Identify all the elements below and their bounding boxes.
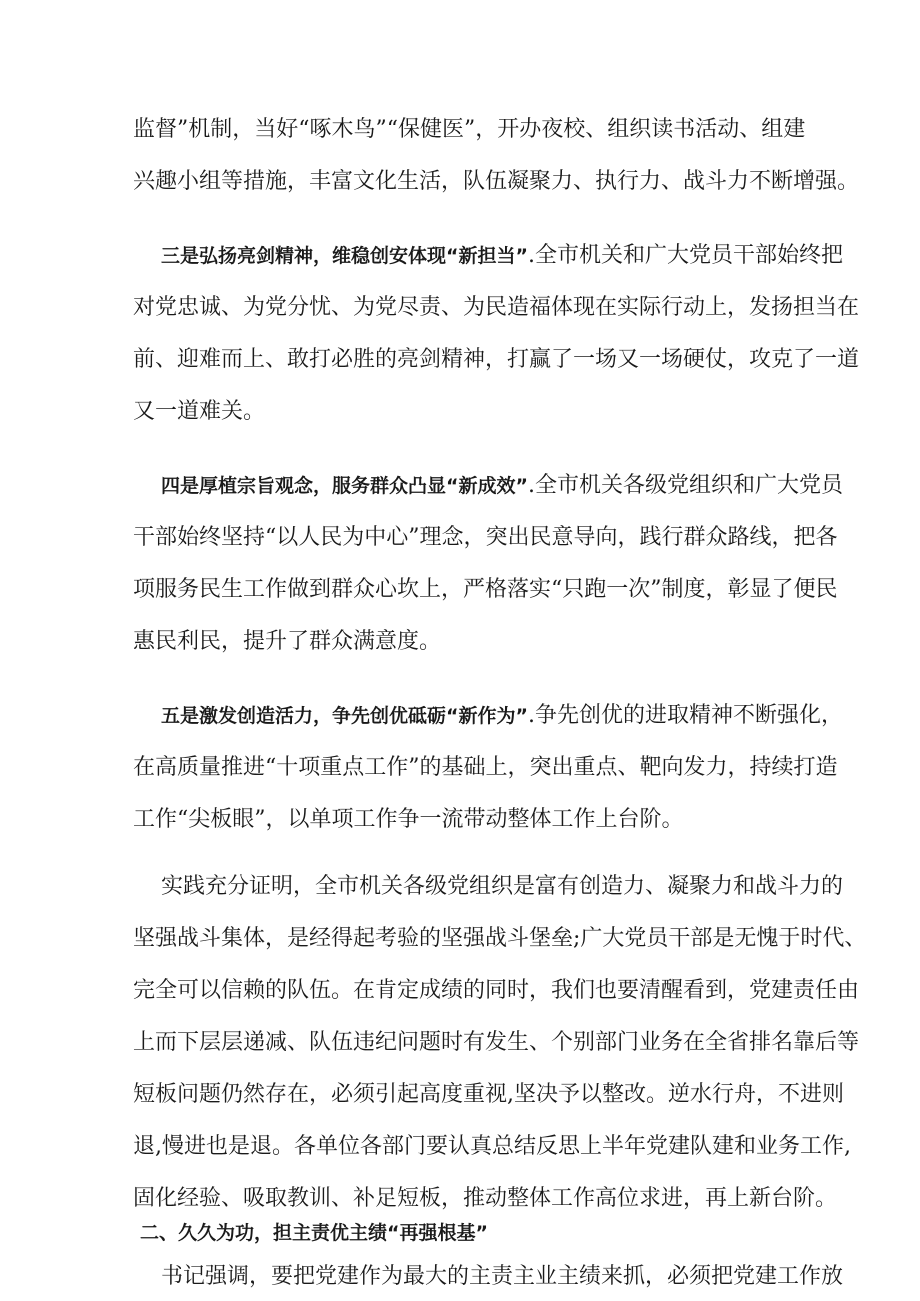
text-line: 前、迎难而上、敢打必胜的亮剑精神，打赢了一场又一场硬仗，攻克了一道 [133, 347, 860, 372]
paragraph-text: .争先创优的进取精神不断强化， [527, 703, 843, 728]
text-line: 惠民利民，提升了群众满意度。 [133, 629, 442, 654]
section-heading: 二、久久为功，担主责优主绩“再强根基” [140, 1222, 488, 1244]
text-line: 书记强调，要把党建作为最大的主责主业主绩来抓，必须把党建工作放 [161, 1264, 844, 1289]
text-line: 监督”机制，当好“啄木鸟”“保健医”，开办夜校、组织读书活动、组建 [133, 117, 806, 142]
paragraph-lead: 三是弘扬亮剑精神，维稳创安体现“新担当” [161, 245, 528, 267]
text-line: 坚强战斗集体，是经得起考验的坚强战斗堡垒;广大党员干部是无愧于时代、 [133, 926, 867, 951]
paragraph-5-line-1 [161, 701, 843, 731]
text-line: 对党忠诚、为党分忧、为党尽责、为民造福体现在实际行动上，发扬担当在 [133, 295, 860, 320]
text-line: 短板问题仍然存在，必须引起高度重视,坚决予以整改。逆水行舟，不进则 [133, 1082, 844, 1107]
paragraph-4-line-1 [161, 471, 843, 501]
paragraph-lead: 五是激发创造活力，争先创优砥砺“新作为” [161, 705, 528, 727]
text-line: 固化经验、吸取教训、补足短板，推动整体工作高位求进，再上新台阶。 [133, 1186, 838, 1211]
text-line: 在高质量推进“十项重点工作”的基础上，突出重点、靶向发力，持续打造 [133, 755, 838, 780]
text-line: 实践充分证明，全市机关各级党组织是富有创造力、凝聚力和战斗力的 [161, 874, 844, 899]
text-line: 项服务民生工作做到群众心坎上，严格落实“只跑一次”制度，彰显了便民 [133, 577, 838, 602]
paragraph-3-line-1 [161, 241, 843, 271]
text-line: 上而下层层递减、队伍违纪问题时有发生、个别部门业务在全省排名靠后等 [133, 1030, 860, 1055]
paragraph-text: .全市机关各级党组织和广大党员 [527, 473, 843, 498]
text-line: 退,慢进也是退。各单位各部门要认真总结反思上半年党建队建和业务工作, [133, 1134, 851, 1159]
text-line: 又一道难关。 [133, 399, 266, 424]
paragraph-lead: 四是厚植宗旨观念，服务群众凸显“新成效” [161, 475, 528, 497]
text-line: 兴趣小组等措施，丰富文化生活，队伍凝聚力、执行力、战斗力不断增强。 [133, 169, 860, 194]
text-line: 完全可以信赖的队伍。在肯定成绩的同时，我们也要清醒看到，党建责任由 [133, 978, 860, 1003]
text-line: 工作“尖板眼”，以单项工作争一流带动整体工作上台阶。 [133, 807, 684, 832]
paragraph-text: .全市机关和广大党员干部始终把 [527, 243, 843, 268]
text-line: 干部始终坚持“以人民为中心”理念，突出民意导向，践行群众路线，把各 [133, 525, 838, 550]
